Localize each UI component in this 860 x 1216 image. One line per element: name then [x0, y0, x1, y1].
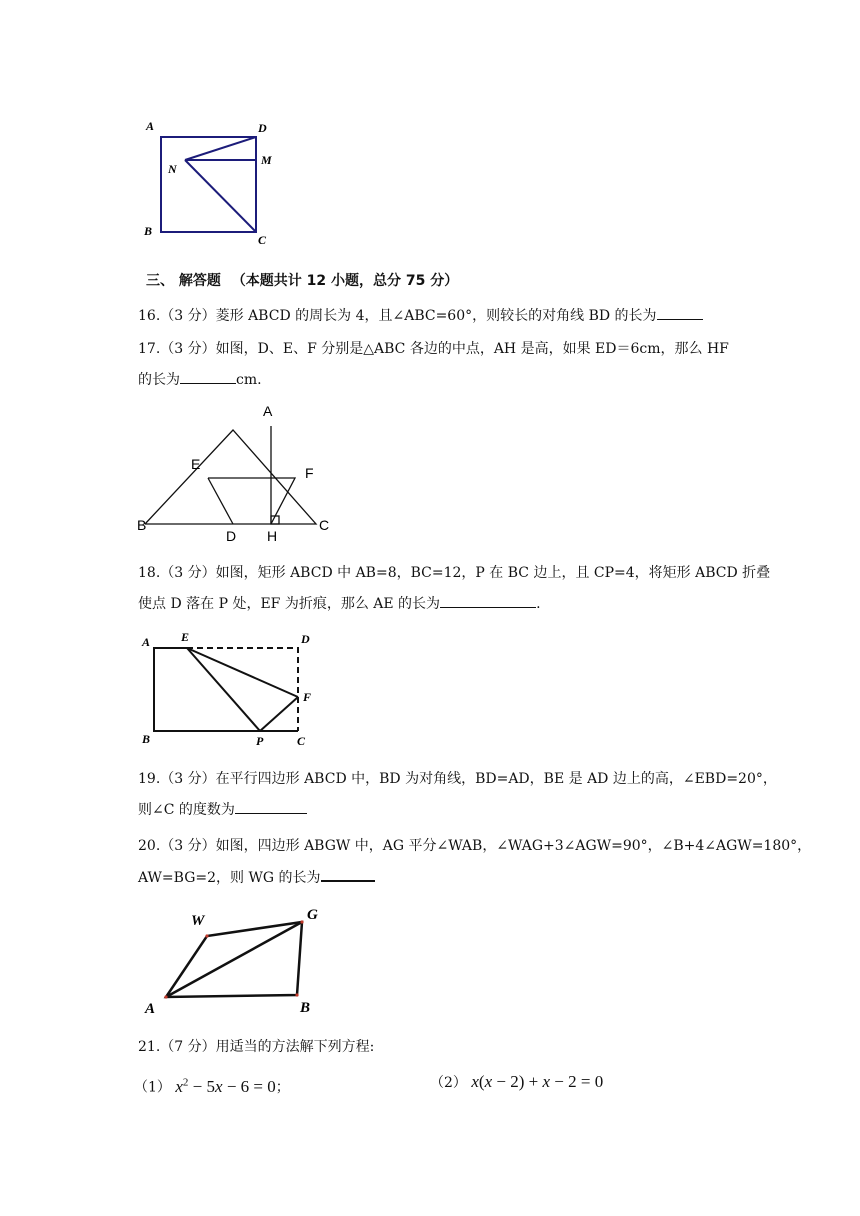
- vertex-a-dot: [164, 995, 167, 998]
- question-18-line2: [138, 593, 770, 614]
- equation-2-formula: x(x − 2) + x − 2 = 0: [471, 1072, 604, 1091]
- figure-square-abcd: [130, 110, 290, 255]
- question-18-suffix: .: [536, 596, 541, 612]
- label-p: P: [256, 734, 264, 748]
- vertex-g-dot: [300, 920, 303, 923]
- section-title: 三、 解答题: [146, 273, 221, 289]
- label-c: C: [258, 233, 267, 247]
- label-n: N: [168, 162, 177, 176]
- segment-nc: [185, 160, 256, 232]
- label-m: M: [261, 153, 272, 167]
- question-18-prefix: 使点 D 落在 P 处，EF 为折痕，那么 AE 的长为: [138, 596, 441, 612]
- label-e: E: [181, 630, 190, 644]
- question-17: [138, 339, 729, 390]
- question-19-line1: 19.（3 分）在平行四边形 ABCD 中，BD 为对角线，BD=AD，BE 是 AD 边上的高，∠EBD=20°，: [138, 771, 777, 787]
- vertex-w-dot: [205, 934, 208, 937]
- label-a: A: [263, 403, 273, 419]
- question-20-prefix: AW=BG=2，则 WG 的长为: [138, 870, 321, 886]
- label-f: F: [303, 690, 312, 704]
- figure-triangle-abc: [130, 400, 350, 550]
- section-heading: [146, 270, 458, 290]
- rectangle-solid-edges: [154, 648, 298, 731]
- label-c: C: [297, 734, 306, 748]
- label-g: G: [307, 907, 318, 923]
- question-18-line1: 18.（3 分）如图，矩形 ABCD 中 AB=8，BC=12，P 在 BC 边上，且 CP=4，将矩形 ABCD 折叠: [138, 565, 771, 581]
- label-b: B: [137, 517, 147, 533]
- triangle-outline: [145, 430, 316, 524]
- section-note: （本题共计 12 小题，总分 75 分）: [231, 273, 459, 289]
- answer-blank-18[interactable]: [440, 593, 536, 608]
- figure-quadrilateral-abgw: [135, 900, 335, 1020]
- question-20: [138, 836, 811, 888]
- fold-line-ef: [187, 648, 298, 697]
- question-20-line2: [138, 866, 811, 888]
- answer-blank-16[interactable]: [657, 305, 703, 320]
- equation-1-tail: ；: [275, 1079, 290, 1096]
- segment-fp: [260, 697, 298, 731]
- question-19-line2: [138, 799, 777, 820]
- question-21-line1: 21.（7 分）用适当的方法解下列方程:: [138, 1039, 375, 1055]
- label-a: A: [142, 635, 151, 649]
- label-b: B: [300, 1000, 311, 1016]
- segment-nd: [185, 137, 256, 160]
- label-a: A: [146, 119, 155, 133]
- label-d: D: [258, 121, 267, 135]
- question-16: [138, 305, 703, 326]
- label-b: B: [142, 732, 151, 746]
- question-17-prefix: 的长为: [138, 372, 180, 388]
- answer-blank-19[interactable]: [235, 799, 307, 814]
- trapezoid-inner: [208, 478, 233, 524]
- question-16-text: 16.（3 分）菱形 ABCD 的周长为 4，且∠ABC=60°，则较长的对角线 BD 的长为: [138, 308, 657, 324]
- question-20-line1: 20.（3 分）如图，四边形 ABGW 中，AG 平分∠WAB，∠WAG+3∠AGW=90°，∠B+4∠AGW=180°，: [138, 838, 812, 854]
- question-17-line2: [138, 369, 729, 390]
- answer-blank-20[interactable]: [321, 866, 375, 882]
- label-h: H: [267, 528, 278, 544]
- label-f: F: [305, 465, 314, 481]
- question-17-line1: 17.（3 分）如图，D、E、F 分别是△ABC 各边的中点，AH 是高，如果 ED＝6cm，那么 HF: [138, 341, 729, 357]
- segment-ep: [187, 648, 260, 731]
- question-19: [138, 769, 777, 820]
- label-c: C: [319, 517, 330, 533]
- vertex-b-dot: [295, 993, 298, 996]
- question-18: [138, 563, 770, 614]
- label-d: D: [226, 528, 237, 544]
- equation-1-label: （1）: [134, 1079, 171, 1096]
- label-a: A: [145, 1001, 156, 1017]
- label-d: D: [301, 632, 310, 646]
- label-w: W: [191, 913, 205, 929]
- label-b: B: [144, 224, 153, 238]
- equation-1: [134, 1072, 290, 1098]
- question-17-suffix: cm.: [236, 372, 262, 388]
- answer-blank-17[interactable]: [180, 369, 236, 384]
- equation-2: [430, 1072, 603, 1093]
- label-e: E: [191, 456, 201, 472]
- question-19-prefix: 则∠C 的度数为: [138, 802, 235, 818]
- figure-rectangle-fold: [130, 625, 330, 750]
- question-21: [138, 1037, 374, 1057]
- equation-2-label: （2）: [430, 1075, 467, 1091]
- equation-1-formula: $x^2 - 5x - 6 = 0$: [175, 1076, 276, 1096]
